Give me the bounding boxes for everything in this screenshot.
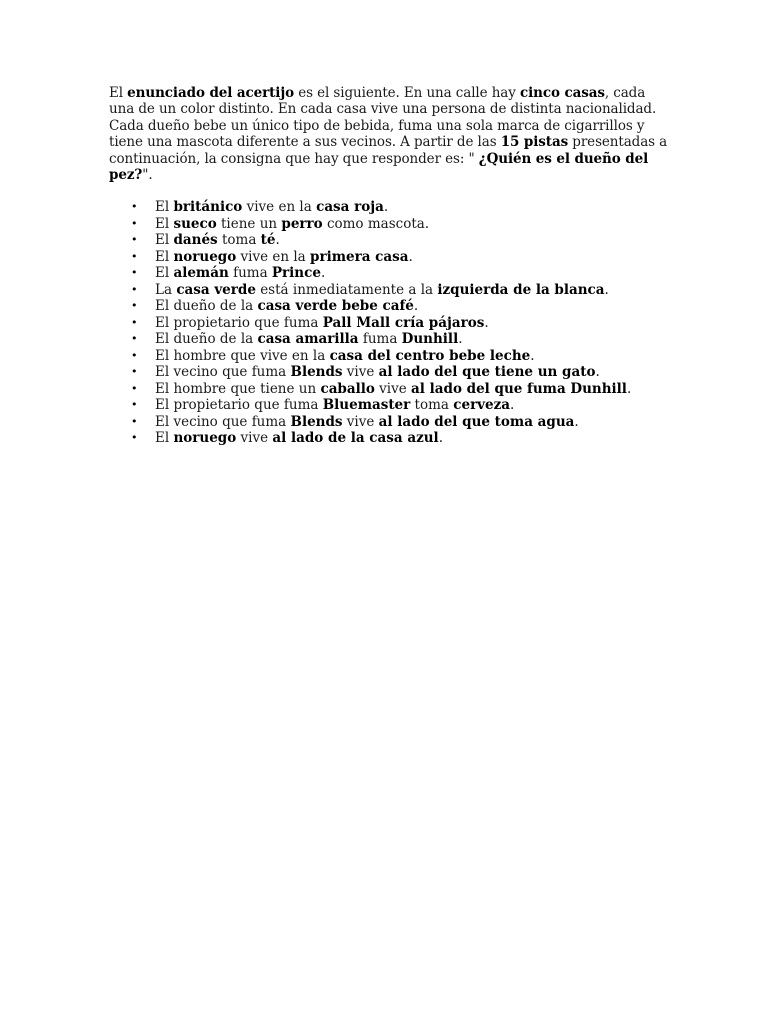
clue-bold-text: casa roja — [316, 199, 384, 216]
bullet-icon: • — [131, 266, 138, 280]
clue-text: vive en la — [236, 248, 311, 265]
document-body — [109, 85, 669, 447]
clue-text: El hombre que vive en la — [155, 347, 330, 364]
clue-bold-text: izquierda de la blanca — [437, 281, 605, 298]
bullet-icon: • — [131, 299, 138, 313]
clue-bold-text: casa verde — [176, 281, 256, 298]
clue-text: tiene un — [216, 215, 282, 232]
clue-bold-text: casa verde bebe café — [257, 298, 414, 315]
intro-bold-text: ¿Quién es el dueño del pez? — [109, 150, 649, 184]
clue-bold-text: Prince — [271, 265, 321, 282]
clue-text: toma — [410, 397, 454, 414]
intro-text: es el siguiente. En una calle hay — [294, 85, 520, 101]
clue-text: vive — [342, 364, 379, 381]
clue-bold-text: Bluemaster — [322, 397, 411, 414]
intro-bold-text: enunciado del acertijo — [127, 85, 295, 101]
bullet-icon: • — [131, 381, 138, 395]
clue-bold-text: Dunhill — [401, 331, 459, 348]
clue-text: El vecino que fuma — [155, 413, 291, 430]
clue-text: . — [484, 314, 489, 331]
clue-bold-text: Blends — [290, 364, 343, 381]
bullet-icon: • — [131, 365, 138, 379]
clue-bold-text: primera casa — [310, 248, 409, 265]
clue-item — [109, 364, 669, 381]
clue-text: vive — [374, 380, 412, 397]
clue-item — [109, 414, 669, 431]
clue-text: fuma — [228, 265, 272, 282]
clue-text: El propietario que fuma — [155, 397, 323, 414]
clue-item — [109, 199, 669, 216]
clue-bold-text: al lado del que tiene un gato — [378, 364, 596, 381]
bullet-icon: • — [131, 414, 138, 428]
clue-text: El — [155, 232, 174, 249]
clue-item — [109, 232, 669, 249]
clue-bold-text: alemán — [173, 265, 229, 282]
clue-text: . — [413, 298, 419, 315]
clue-bold-text: británico — [173, 199, 243, 216]
clue-item — [109, 348, 669, 365]
clue-bold-text: perro — [281, 215, 323, 232]
intro-text: presentadas a continuación, la consigna que hay que responder es: " — [109, 134, 668, 167]
clue-text: fuma — [358, 331, 402, 348]
clue-item — [109, 397, 669, 414]
clue-text: . — [408, 248, 413, 265]
bullet-icon: • — [131, 200, 138, 214]
clue-text: vive en la — [242, 199, 317, 216]
clue-text: . — [275, 232, 280, 249]
clue-text: . — [458, 331, 463, 348]
intro-bold-text: cinco casas — [519, 85, 605, 101]
bullet-icon: • — [131, 282, 138, 296]
clue-text: vive — [342, 413, 379, 430]
bullet-icon: • — [131, 233, 138, 247]
clue-item — [109, 265, 669, 282]
clue-text: . — [595, 364, 600, 381]
clue-text: El dueño de la — [155, 331, 258, 348]
clue-bold-text: sueco — [173, 215, 217, 232]
clue-item — [109, 249, 669, 266]
clue-bold-text: noruego — [173, 430, 237, 447]
clue-bold-text: casa del centro bebe leche — [329, 347, 531, 364]
clue-text: vive — [236, 430, 273, 447]
clue-list — [109, 199, 669, 447]
clue-text: . — [438, 430, 443, 447]
bullet-icon: • — [131, 216, 138, 230]
clue-bold-text: casa amarilla — [257, 331, 359, 348]
clue-item — [109, 381, 669, 398]
clue-text: . — [574, 413, 579, 430]
clue-bold-text: caballo — [320, 380, 375, 397]
clue-item — [109, 315, 669, 332]
clue-text: . — [626, 380, 632, 397]
clue-text: toma — [217, 232, 261, 249]
clue-text: . — [320, 265, 326, 282]
intro-text: , cada una de un color distinto. En cada casa vive una persona de distinta nacionalidad. Cada dueño bebe un único tipo de bebida, fuma una sola marca de cigarrillos y tiene una mascota diferente a sus vecinos. A partir de las — [109, 85, 657, 151]
bullet-icon: • — [131, 431, 138, 445]
clue-item — [109, 298, 669, 315]
intro-text: ". — [142, 167, 153, 184]
clue-text: . — [604, 281, 609, 298]
clue-bold-text: al lado del que toma agua — [378, 413, 575, 430]
clue-item — [109, 331, 669, 348]
clue-text: La — [155, 281, 177, 298]
clue-bold-text: cerveza — [453, 397, 511, 414]
bullet-icon: • — [131, 315, 138, 329]
bullet-icon: • — [131, 332, 138, 346]
clue-bold-text: al lado del que fuma Dunhill — [411, 380, 627, 397]
clue-text: El — [155, 248, 174, 265]
clue-text: El — [155, 430, 174, 447]
clue-text: El hombre que tiene un — [155, 380, 321, 397]
intro-paragraph — [109, 85, 669, 183]
clue-bold-text: Blends — [290, 413, 343, 430]
intro-text: El — [109, 85, 128, 101]
clue-bold-text: al lado de la casa azul — [272, 430, 439, 447]
clue-item — [109, 216, 669, 233]
clue-bold-text: noruego — [173, 248, 237, 265]
bullet-icon: • — [131, 398, 138, 412]
clue-text: El dueño de la — [155, 298, 258, 315]
bullet-icon: • — [131, 249, 138, 263]
clue-text: El — [155, 199, 174, 216]
clue-text: . — [383, 199, 389, 216]
clue-item — [109, 282, 669, 299]
clue-item — [109, 430, 669, 447]
clue-text: El vecino que fuma — [155, 364, 291, 381]
clue-bold-text: danés — [173, 232, 218, 249]
clue-text: El — [155, 215, 174, 232]
intro-bold-text: 15 pistas — [500, 134, 569, 151]
clue-text: está inmediatamente a la — [255, 281, 438, 298]
clue-text: El propietario que fuma — [155, 314, 323, 331]
clue-bold-text: Pall Mall cría pájaros — [322, 314, 485, 331]
bullet-icon: • — [131, 348, 138, 362]
clue-text: El — [155, 265, 174, 282]
clue-text: . — [530, 347, 535, 364]
clue-text: . — [510, 397, 515, 414]
clue-text: como mascota. — [322, 215, 430, 232]
clue-bold-text: té — [260, 232, 276, 249]
